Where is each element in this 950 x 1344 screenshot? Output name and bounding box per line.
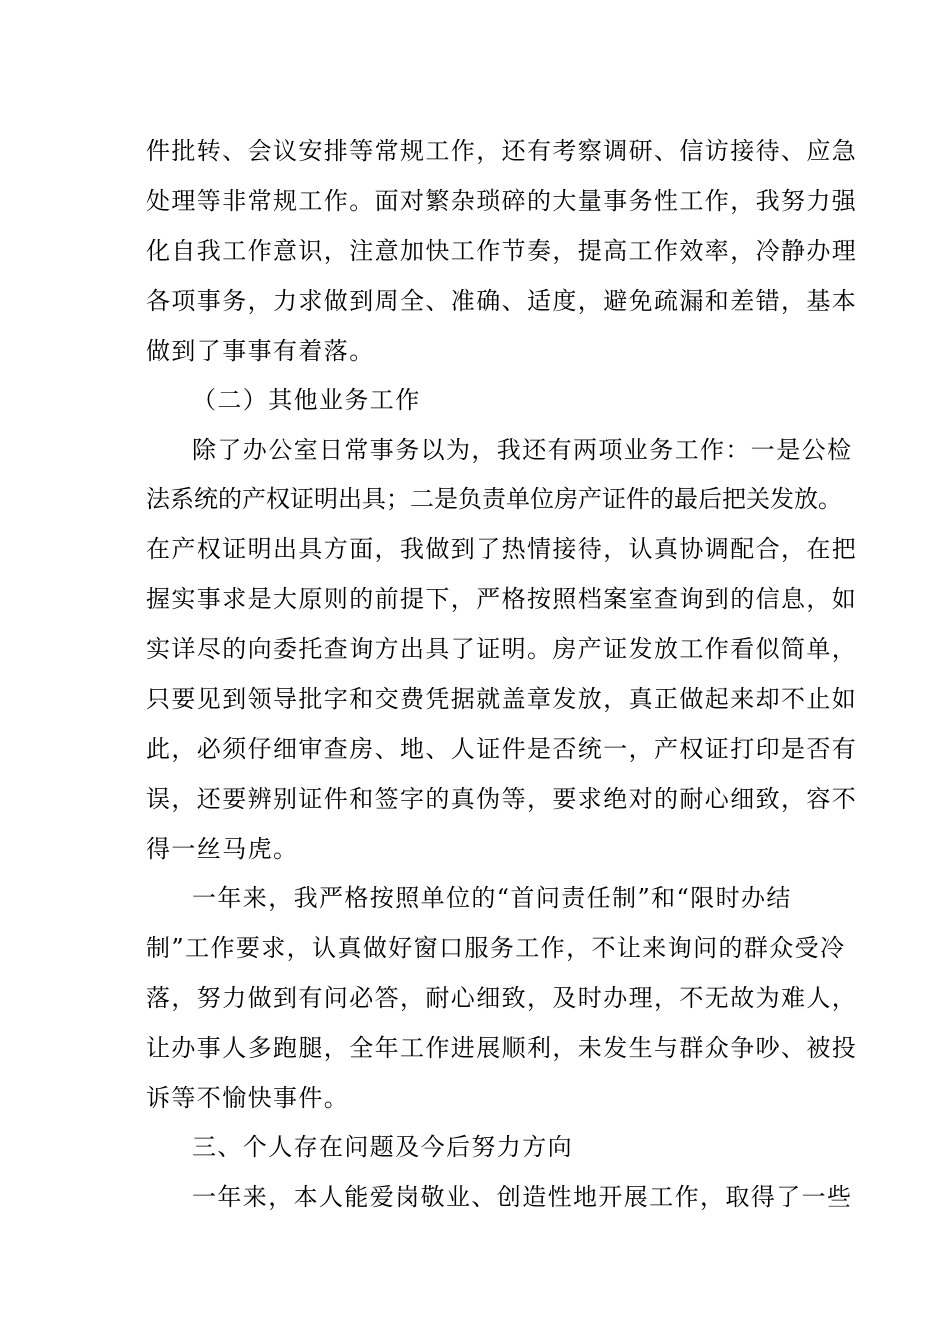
paragraph-line: 落，努力做到有问必答，耐心细致，及时办理，不无故为难人，: [146, 984, 858, 1012]
paragraph-line: 一年来，我严格按照单位的“首问责任制”和“限时办结: [192, 884, 792, 912]
paragraph-line: 此，必须仔细审查房、地、人证件是否统一，产权证打印是否有: [146, 735, 858, 763]
paragraph-line: 件批转、会议安排等常规工作，还有考察调研、信访接待、应急: [146, 137, 858, 165]
paragraph-line: 误，还要辨别证件和签字的真伪等，要求绝对的耐心细致，容不: [146, 785, 858, 813]
section-heading: （二）其他业务工作: [192, 386, 421, 414]
section-heading: 三、个人存在问题及今后努力方向: [192, 1133, 573, 1161]
paragraph-line: 得一丝马虎。: [146, 835, 299, 863]
paragraph-line: 各项事务，力求做到周全、准确、适度，避免疏漏和差错，基本: [146, 287, 858, 315]
paragraph-line: 制”工作要求，认真做好窗口服务工作，不让来询问的群众受冷: [146, 934, 846, 962]
paragraph-line: 除了办公室日常事务以为，我还有两项业务工作：一是公检: [192, 436, 853, 464]
paragraph-line: 让办事人多跑腿，全年工作进展顺利，未发生与群众争吵、被投: [146, 1034, 858, 1062]
paragraph-line: 实详尽的向委托查询方出具了证明。房产证发放工作看似简单，: [146, 635, 858, 663]
paragraph-line: 一年来，本人能爱岗敬业、创造性地开展工作，取得了一些: [192, 1183, 853, 1211]
paragraph-line: 诉等不愉快事件。: [146, 1084, 350, 1112]
paragraph-line: 法系统的产权证明出具；二是负责单位房产证件的最后把关发放。: [146, 485, 842, 513]
paragraph-line: 处理等非常规工作。面对繁杂琐碎的大量事务性工作，我努力强: [146, 187, 858, 215]
paragraph-line: 在产权证明出具方面，我做到了热情接待，认真协调配合，在把: [146, 535, 858, 563]
paragraph-line: 只要见到领导批字和交费凭据就盖章发放，真正做起来却不止如: [146, 685, 858, 713]
paragraph-line: 化自我工作意识，注意加快工作节奏，提高工作效率，冷静办理: [146, 237, 858, 265]
paragraph-line: 握实事求是大原则的前提下，严格按照档案室查询到的信息，如: [146, 585, 858, 613]
paragraph-line: 做到了事事有着落。: [146, 337, 375, 365]
